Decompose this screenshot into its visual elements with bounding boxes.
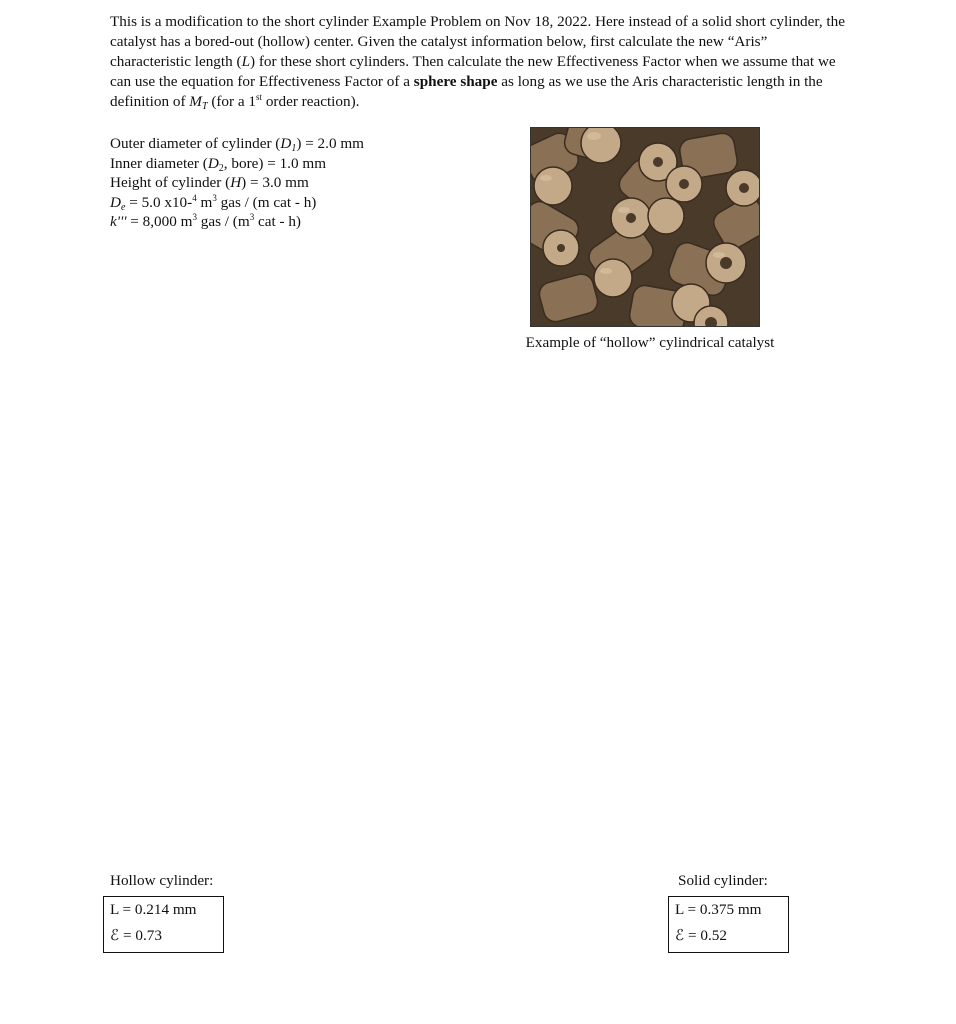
hollow-cylinder-length: L = 0.214 mm — [110, 901, 197, 918]
solid-cylinder-effectiveness: ℰ = 0.52 — [675, 927, 727, 944]
figure-caption: Example of “hollow” cylindrical catalyst — [525, 334, 775, 351]
hollow-cylinder-label: Hollow cylinder: — [110, 872, 214, 889]
spec-inner-diameter: Inner diameter ($D_2$, bore) = 1.0 mm — [110, 154, 327, 174]
catalyst-specs — [110, 134, 364, 232]
solid-cylinder-length: L = 0.375 mm — [675, 901, 762, 918]
solid-cylinder-result-box — [668, 896, 789, 953]
spec-outer-diameter: Outer diameter of cylinder $(D_1) = 2.0$ mm — [110, 135, 364, 154]
hollow-cylinder-pellets-illustration — [531, 128, 759, 326]
spec-height: Height of cylinder (H) = 3.0 mm — [110, 174, 309, 192]
solid-cylinder-label: Solid cylinder: — [678, 872, 768, 889]
spec-rate-constant: k''' = 8,000 $m^3$ gas / ($m^3$ cat - h) — [110, 212, 301, 231]
hollow-cylinder-result-box — [103, 896, 224, 953]
spec-diffusivity: $D_e = 5.0$ x10-$^4$ $m^3$ gas / (m cat - h) — [110, 192, 317, 213]
hollow-cylinder-effectiveness: ℰ = 0.73 — [110, 927, 162, 944]
problem-statement: This is a modification to the short cylinder Example Problem on Nov 18, 2022. Here instead of a solid short cylinder, the catalyst has a bored-out (hollow) center. Given the catalyst information below, first calculate the new “Aris” characteristic length (L) for these short cylinders. Then calculate the new Effectiveness Factor when we assume that we can use the equation for Effectiveness Factor of a sphere shape as long as we use the Aris characteristic length in the definition of $M_T$ (for a 1st order reaction). — [110, 13, 845, 112]
catalyst-photo — [530, 127, 760, 327]
